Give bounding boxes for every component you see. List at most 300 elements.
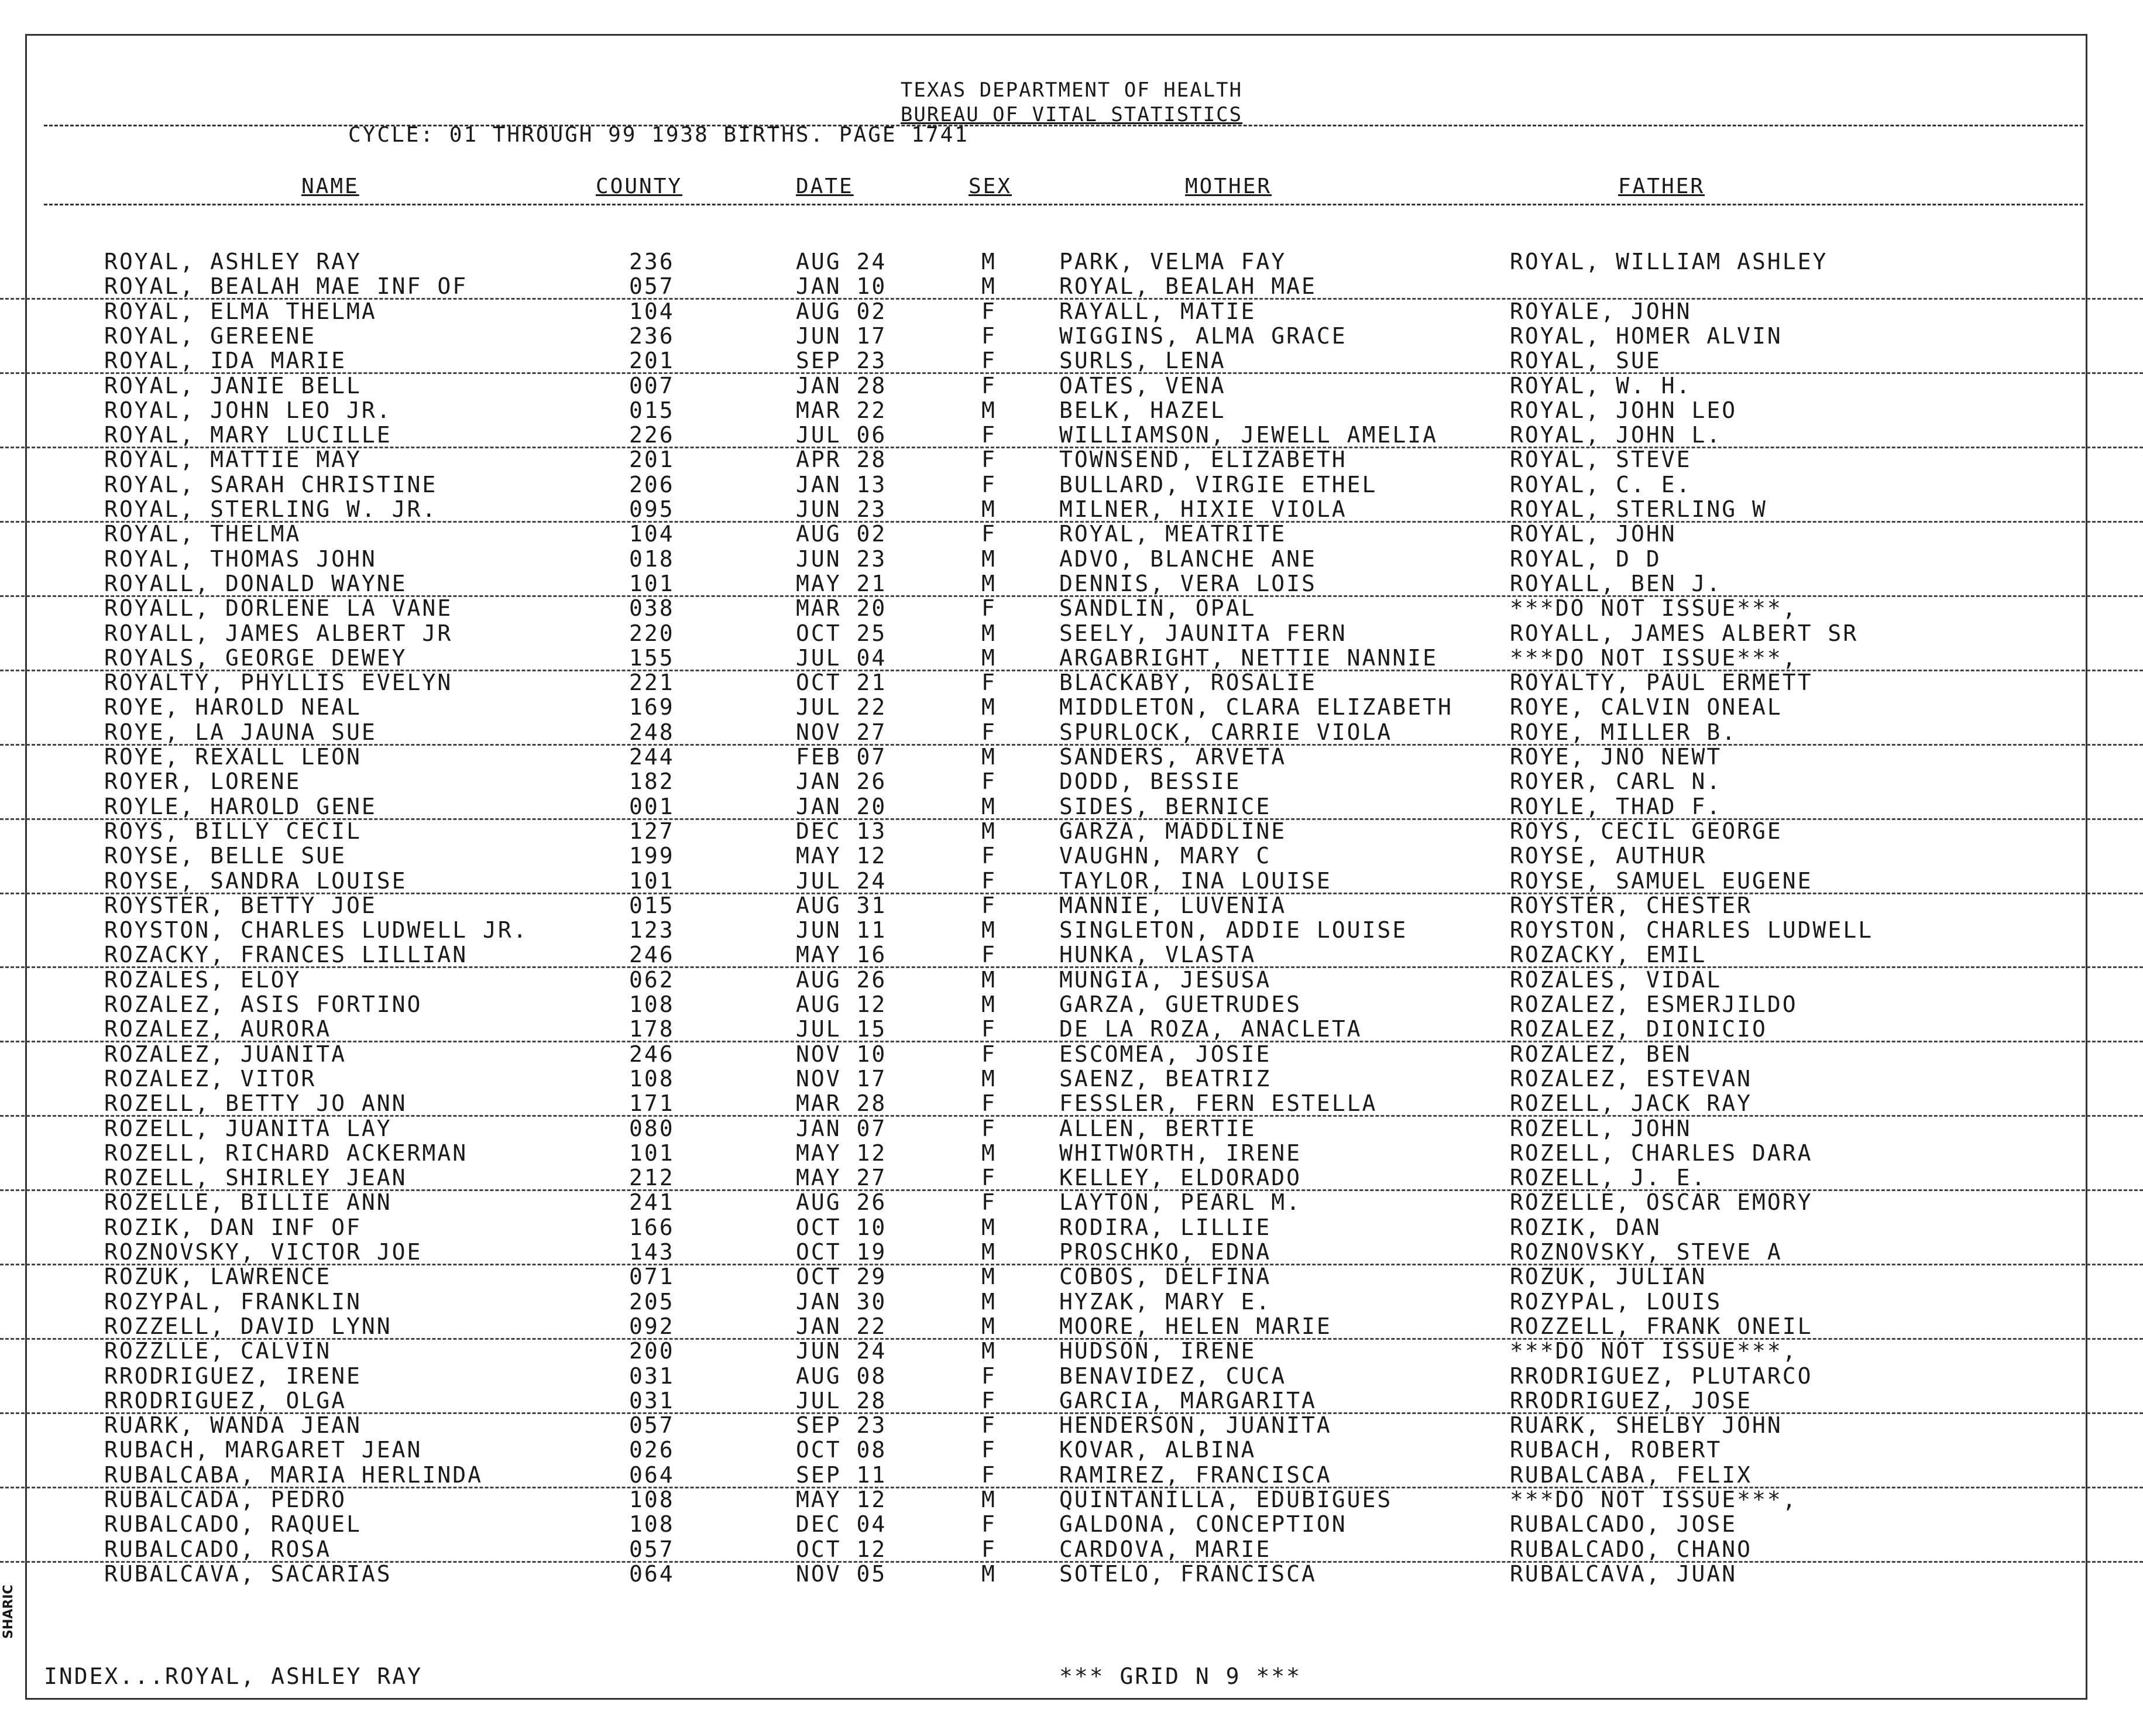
cell-name: ROZUK, LAWRENCE [104,1264,332,1290]
cell-name: ROZELLE, BILLIE ANN [104,1189,392,1216]
cell-mother: SIDES, BERNICE [1059,793,1272,819]
table-row [0,1462,2143,1488]
table-row [0,397,2143,422]
cell-sex: M [981,1264,997,1290]
table-row [0,546,2143,571]
cell-name: RUBACH, MARGARET JEAN [104,1437,423,1463]
cell-name: ROZALEZ, VITOR [104,1065,317,1092]
cell-father: ROYE, JNO NEWT [1510,744,1722,770]
cell-name: ROZELL, RICHARD ACKERMAN [104,1140,468,1166]
cell-name: ROYE, LA JAUNA SUE [104,719,377,745]
cell-mother: RAMIREZ, FRANCISCA [1059,1461,1332,1488]
table-row [0,299,2143,323]
cell-name: ROZELL, JUANITA LAY [104,1115,392,1141]
cell-mother: ADVO, BLANCHE ANE [1059,545,1317,572]
cell-name: RUBALCADA, PEDRO [104,1487,347,1512]
cell-father: ROYAL, W. H. [1510,372,1692,399]
cell-date: AUG 12 [796,991,887,1017]
table-row [0,249,2143,273]
cell-date: MAY 12 [796,843,887,869]
cell-sex: F [981,348,997,374]
cell-county: 155 [629,644,675,671]
cell-mother: BULLARD, VIRGIE ETHEL [1059,471,1378,498]
cell-date: JAN 28 [796,372,887,399]
cell-county: 108 [629,1487,675,1512]
cell-mother: KELLEY, ELDORADO [1059,1165,1302,1191]
cell-county: 026 [629,1437,675,1463]
cell-sex: F [981,1437,997,1463]
cell-mother: GALDONA, CONCEPTION [1059,1511,1347,1538]
table-row [0,794,2143,820]
table-row [0,1487,2143,1511]
table-row [0,645,2143,671]
cell-county: 169 [629,694,675,721]
cell-date: SEP 23 [796,348,887,374]
cell-father: ROZALEZ, ESMERJILDO [1510,991,1798,1017]
cell-sex: F [981,1090,997,1117]
cell-name: RUBALCADO, ROSA [104,1536,332,1562]
table-row [0,1016,2143,1042]
cell-father: RRODRIGUEZ, PLUTARCO [1510,1363,1813,1389]
cell-sex: F [981,1041,997,1067]
table-row [0,1239,2143,1265]
cell-date: OCT 29 [796,1264,887,1290]
cell-name: ROYAL, IDA MARIE [104,348,347,374]
cell-father: RUBALCAVA, JUAN [1510,1560,1737,1587]
cell-date: JUL 15 [796,1016,887,1042]
cell-sex: M [981,397,997,423]
cell-county: 236 [629,249,675,275]
cell-father: ROYAL, JOHN LEO [1510,397,1737,423]
cell-name: ROZELL, BETTY JO ANN [104,1090,407,1117]
cell-county: 064 [629,1461,675,1488]
cell-county: 095 [629,496,675,522]
cell-date: OCT 08 [796,1437,887,1463]
cell-date: JAN 26 [796,768,887,795]
cell-mother: SANDERS, ARVETA [1059,744,1287,770]
cell-mother: ROYAL, MEATRITE [1059,521,1287,547]
cell-name: ROYSE, BELLE SUE [104,843,347,869]
cell-date: JUN 23 [796,496,887,522]
table-row [0,323,2143,348]
cell-name: ROYAL, MATTIE MAY [104,447,362,473]
table-row [0,422,2143,448]
cell-county: 104 [629,521,675,547]
cell-date: JUL 24 [796,867,887,894]
cell-date: OCT 25 [796,620,887,646]
table-row [0,273,2143,300]
cell-date: NOV 10 [796,1041,887,1067]
cell-mother: PROSCHKO, EDNA [1059,1239,1272,1265]
table-row [0,1363,2143,1388]
table-row [0,447,2143,471]
cell-date: FEB 07 [796,744,887,770]
cell-father: ROZZELL, FRANK ONEIL [1510,1313,1813,1339]
cell-date: DEC 04 [796,1511,887,1538]
cell-mother: SURLS, LENA [1059,348,1226,374]
cell-date: JAN 07 [796,1115,887,1141]
cell-father: ROYS, CECIL GEORGE [1510,818,1783,844]
table-row [0,893,2143,917]
cell-father: ROZELL, J. E. [1510,1165,1707,1191]
cell-name: ROYLE, HAROLD GENE [104,793,377,819]
cell-mother: HENDERSON, JUANITA [1059,1412,1332,1439]
cell-mother: WILLIAMSON, JEWELL AMELIA [1059,422,1438,448]
cell-date: AUG 24 [796,249,887,275]
cell-county: 182 [629,768,675,795]
cell-father: ROZALEZ, ESTEVAN [1510,1065,1753,1092]
cell-name: ROYE, HAROLD NEAL [104,694,362,721]
cell-county: 226 [629,422,675,448]
cell-father: RUBALCADO, JOSE [1510,1511,1737,1538]
cell-father: ROYAL, SUE [1510,348,1661,374]
cell-sex: F [981,1536,997,1562]
cell-date: JAN 30 [796,1288,887,1315]
cell-county: 104 [629,298,675,324]
cell-mother: SINGLETON, ADDIE LOUISE [1059,917,1408,944]
cell-date: JAN 20 [796,793,887,819]
cell-county: 212 [629,1165,675,1191]
cell-date: NOV 27 [796,719,887,745]
cell-father: ROZYPAL, LOUIS [1510,1288,1722,1315]
cell-county: 143 [629,1239,675,1265]
cell-sex: F [981,670,997,696]
cell-name: RRODRIGUEZ, OLGA [104,1387,347,1413]
cell-county: 057 [629,1536,675,1562]
table-row [0,571,2143,597]
cell-county: 015 [629,892,675,918]
cell-name: ROZACKY, FRANCES LILLIAN [104,942,468,968]
cell-county: 007 [629,372,675,399]
cell-mother: MANNIE, LUVENIA [1059,892,1287,918]
cell-name: ROYAL, STERLING W. JR. [104,496,438,522]
table-row [0,472,2143,496]
cell-date: OCT 10 [796,1214,887,1240]
cell-name: ROYALL, DORLENE LA VANE [104,595,453,622]
cell-mother: BENAVIDEZ, CUCA [1059,1363,1287,1389]
cell-sex: M [981,917,997,944]
cell-county: 031 [629,1363,675,1389]
cell-sex: M [981,744,997,770]
cell-father: ROYE, MILLER B. [1510,719,1737,745]
cell-father: RUBALCADO, CHANO [1510,1536,1753,1562]
cell-father: ROYAL, STERLING W [1510,496,1767,522]
cell-sex: F [981,521,997,547]
cell-name: ROYAL, BEALAH MAE INF OF [104,273,468,300]
cell-date: APR 28 [796,447,887,473]
cell-sex: M [981,273,997,300]
side-label: SHARIC [1,1584,16,1639]
cell-date: JAN 10 [796,273,887,300]
table-row [0,1066,2143,1090]
cell-date: JUN 11 [796,917,887,944]
index-footer: INDEX...ROYAL, ASHLEY RAY [44,1663,423,1689]
cell-mother: SPURLOCK, CARRIE VIOLA [1059,719,1393,745]
cell-father: ROYER, CARL N. [1510,768,1722,795]
cell-mother: DODD, BESSIE [1059,768,1241,795]
cell-name: ROZZELL, DAVID LYNN [104,1313,392,1339]
cell-county: 220 [629,620,675,646]
cell-county: 241 [629,1189,675,1216]
cell-date: JUL 28 [796,1387,887,1413]
cell-mother: WIGGINS, ALMA GRACE [1059,323,1347,349]
cell-county: 199 [629,843,675,869]
table-row [0,1511,2143,1536]
table-row [0,620,2143,645]
cell-sex: F [981,595,997,622]
cell-name: ROZALEZ, AURORA [104,1016,332,1042]
table-row [0,1412,2143,1437]
cell-father: ROYALTY, PAUL ERMETT [1510,670,1813,696]
cell-date: NOV 17 [796,1065,887,1092]
cell-name: ROYAL, THOMAS JOHN [104,545,377,572]
cell-name: RUBALCABA, MARIA HERLINDA [104,1461,483,1488]
cell-sex: F [981,323,997,349]
cell-date: MAR 28 [796,1090,887,1117]
cell-name: ROYSE, SANDRA LOUISE [104,867,407,894]
cell-county: 200 [629,1338,675,1364]
cell-date: AUG 02 [796,521,887,547]
cell-name: ROYAL, MARY LUCILLE [104,422,392,448]
cell-date: AUG 08 [796,1363,887,1389]
cell-date: SEP 23 [796,1412,887,1439]
cell-date: JUL 22 [796,694,887,721]
cell-county: 101 [629,1140,675,1166]
cell-county: 166 [629,1214,675,1240]
cell-sex: M [981,1313,997,1339]
cell-mother: DE LA ROZA, ANACLETA [1059,1016,1362,1042]
table-row [0,768,2143,793]
cell-name: ROYALTY, PHYLLIS EVELYN [104,670,453,696]
cell-county: 092 [629,1313,675,1339]
cell-name: ROYAL, ELMA THELMA [104,298,377,324]
cell-county: 206 [629,471,675,498]
cell-date: AUG 26 [796,966,887,993]
table-row [0,917,2143,942]
cell-county: 031 [629,1387,675,1413]
col-header-name: NAME [301,174,359,198]
cell-father: ROYAL, D D [1510,545,1661,572]
cell-sex: M [981,1487,997,1512]
grid-footer: *** GRID N 9 *** [1059,1663,1302,1689]
cell-date: NOV 05 [796,1560,887,1587]
cell-mother: CARDOVA, MARIE [1059,1536,1272,1562]
cell-name: RUBALCAVA, SACARIAS [104,1560,392,1587]
cell-mother: BELK, HAZEL [1059,397,1226,423]
cell-county: 101 [629,867,675,894]
table-row [0,1214,2143,1239]
cell-mother: TOWNSEND, ELIZABETH [1059,447,1347,473]
table-row [0,1561,2143,1586]
cell-date: JUL 06 [796,422,887,448]
cell-county: 038 [629,595,675,622]
cell-sex: F [981,892,997,918]
cell-father: ROYSE, AUTHUR [1510,843,1707,869]
cell-name: RRODRIGUEZ, IRENE [104,1363,362,1389]
cell-sex: M [981,1140,997,1166]
cell-mother: OATES, VENA [1059,372,1226,399]
cell-sex: F [981,471,997,498]
cell-sex: F [981,1189,997,1216]
cell-sex: M [981,644,997,671]
cell-name: ROYAL, JANIE BELL [104,372,362,399]
cell-date: MAY 27 [796,1165,887,1191]
cell-date: OCT 21 [796,670,887,696]
cell-name: ROZIK, DAN INF OF [104,1214,362,1240]
cell-county: 246 [629,942,675,968]
cell-mother: MOORE, HELEN MARIE [1059,1313,1332,1339]
cell-father: ROZALES, VIDAL [1510,966,1722,993]
cell-name: ROYALL, DONALD WAYNE [104,570,407,596]
cell-name: ROYSTON, CHARLES LUDWELL JR. [104,917,528,944]
table-row [0,1140,2143,1165]
table-row [0,1313,2143,1340]
cell-mother: TAYLOR, INA LOUISE [1059,867,1332,894]
cell-county: 108 [629,1511,675,1538]
cell-name: ROZELL, SHIRLEY JEAN [104,1165,407,1191]
cell-county: 244 [629,744,675,770]
cell-county: 246 [629,1041,675,1067]
cell-mother: PARK, VELMA FAY [1059,249,1287,275]
cell-father: ROYALL, BEN J. [1510,570,1722,596]
cell-sex: F [981,1511,997,1538]
cell-name: ROYAL, THELMA [104,521,301,547]
cell-date: MAY 12 [796,1487,887,1512]
table-row [0,818,2143,843]
cell-date: JUN 23 [796,545,887,572]
table-row [0,1090,2143,1117]
cell-mother: LAYTON, PEARL M. [1059,1189,1302,1216]
cell-sex: F [981,1412,997,1439]
cell-sex: F [981,1016,997,1042]
cell-father: ROZNOVSKY, STEVE A [1510,1239,1783,1265]
bureau-title: BUREAU OF VITAL STATISTICS [900,103,1243,126]
cell-county: 221 [629,670,675,696]
cell-sex: M [981,1560,997,1587]
cell-sex: M [981,570,997,596]
cell-county: 201 [629,348,675,374]
cell-county: 080 [629,1115,675,1141]
cell-county: 201 [629,447,675,473]
cell-father: ROZUK, JULIAN [1510,1264,1707,1290]
cell-sex: M [981,620,997,646]
cell-father: ROYSTON, CHARLES LUDWELL [1510,917,1874,944]
cell-name: ROYAL, ASHLEY RAY [104,249,362,275]
cell-sex: F [981,719,997,745]
cell-county: 057 [629,1412,675,1439]
cell-county: 108 [629,991,675,1017]
table-row [0,496,2143,523]
cell-sex: F [981,447,997,473]
cell-date: DEC 13 [796,818,887,844]
cell-mother: ALLEN, BERTIE [1059,1115,1256,1141]
cell-mother: SANDLIN, OPAL [1059,595,1256,622]
cell-date: JAN 22 [796,1313,887,1339]
cell-county: 127 [629,818,675,844]
cell-father: ***DO NOT ISSUE***, [1510,644,1798,671]
cell-name: ROYALS, GEORGE DEWEY [104,644,407,671]
cell-father: ROZIK, DAN [1510,1214,1661,1240]
cell-name: RUARK, WANDA JEAN [104,1412,362,1439]
cell-mother: DENNIS, VERA LOIS [1059,570,1317,596]
table-row [0,1437,2143,1461]
cell-name: ROYAL, SARAH CHRISTINE [104,471,438,498]
cell-sex: F [981,1363,997,1389]
cell-father: ROZELL, CHARLES DARA [1510,1140,1813,1166]
cell-mother: SOTELO, FRANCISCA [1059,1560,1317,1587]
cell-county: 015 [629,397,675,423]
cell-county: 064 [629,1560,675,1587]
cell-sex: F [981,298,997,324]
cell-date: OCT 12 [796,1536,887,1562]
cell-mother: SEELY, JAUNITA FERN [1059,620,1347,646]
cell-county: 001 [629,793,675,819]
cell-date: SEP 11 [796,1461,887,1488]
cell-county: 123 [629,917,675,944]
table-row [0,1189,2143,1214]
cell-county: 101 [629,570,675,596]
cell-sex: F [981,843,997,869]
cell-name: ROYS, BILLY CECIL [104,818,362,844]
agency-title: TEXAS DEPARTMENT OF HEALTH [900,78,1243,102]
table-row [0,670,2143,694]
cell-county: 062 [629,966,675,993]
table-row [0,1388,2143,1414]
cell-name: ROYAL, JOHN LEO JR. [104,397,392,423]
table-row [0,744,2143,768]
cell-name: ROYAL, GEREENE [104,323,317,349]
cell-name: ROZALES, ELOY [104,966,301,993]
cell-mother: GARCIA, MARGARITA [1059,1387,1317,1413]
cell-father: ROYAL, WILLIAM ASHLEY [1510,249,1828,275]
table-row [0,373,2143,397]
cell-date: MAY 16 [796,942,887,968]
cell-sex: M [981,793,997,819]
cell-father: RUBALCABA, FELIX [1510,1461,1753,1488]
cell-sex: F [981,372,997,399]
cell-mother: MUNGIA, JESUSA [1059,966,1272,993]
cell-father: RUBACH, ROBERT [1510,1437,1722,1463]
cell-sex: M [981,545,997,572]
cell-name: ROZALEZ, ASIS FORTINO [104,991,423,1017]
col-header-county: COUNTY [596,174,683,198]
table-row [0,595,2143,620]
cell-mother: WHITWORTH, IRENE [1059,1140,1302,1166]
cell-sex: F [981,768,997,795]
table-row [0,868,2143,894]
cell-name: ROZZLLE, CALVIN [104,1338,332,1364]
cell-father: ***DO NOT ISSUE***, [1510,595,1798,622]
cell-mother: MIDDLETON, CLARA ELIZABETH [1059,694,1453,721]
cell-mother: MILNER, HIXIE VIOLA [1059,496,1347,522]
cell-sex: M [981,1288,997,1315]
cell-father: ROYSE, SAMUEL EUGENE [1510,867,1813,894]
table-row [0,521,2143,545]
cell-county: 057 [629,273,675,300]
table-row [0,694,2143,719]
table-row [0,942,2143,968]
cell-sex: F [981,1165,997,1191]
cell-sex: M [981,1239,997,1265]
cell-sex: M [981,991,997,1017]
cell-father: ***DO NOT ISSUE***, [1510,1338,1798,1364]
cell-father: ROZELL, JACK RAY [1510,1090,1753,1117]
cell-sex: F [981,422,997,448]
table-row [0,1165,2143,1191]
cell-father: ROYE, CALVIN ONEAL [1510,694,1783,721]
table-row [0,1264,2143,1288]
cell-name: ROZNOVSKY, VICTOR JOE [104,1239,423,1265]
